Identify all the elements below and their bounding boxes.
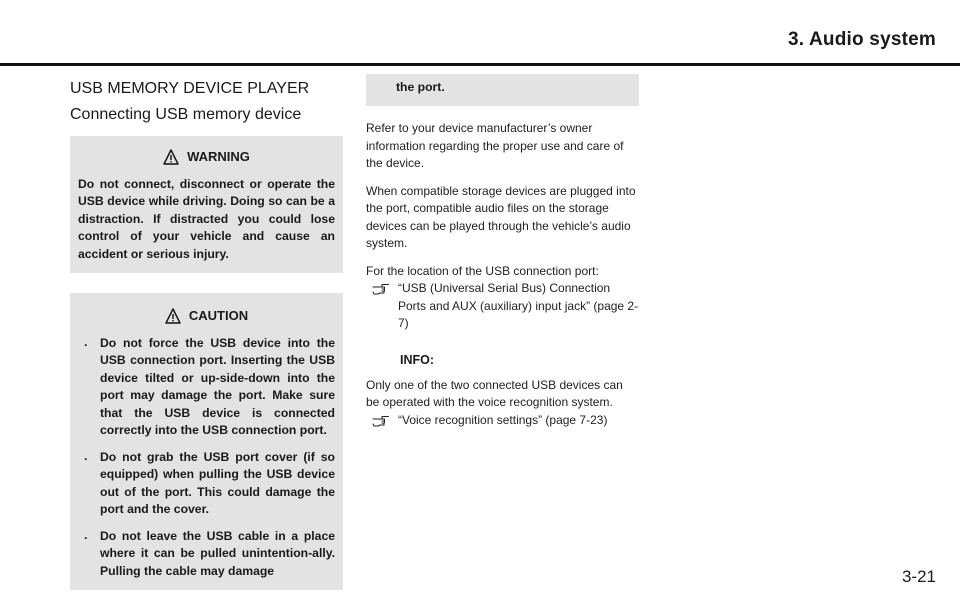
body-paragraph: For the location of the USB connection port: — [366, 263, 599, 278]
page-number: 3-21 — [901, 567, 936, 586]
info-heading: INFO: — [400, 352, 435, 367]
caution-triangle-icon — [165, 308, 181, 324]
caution-item: . Do not leave the USB cable in a place where it can be pulled unintention-ally. Pulling the cable may damage — [78, 528, 335, 581]
middle-column — [366, 74, 639, 429]
body-paragraph: Refer to your device manufacturer’s owner information regarding the proper use and care of the device. — [366, 121, 624, 170]
caution-heading — [78, 307, 335, 325]
cross-reference[interactable] — [366, 412, 639, 430]
body-paragraph: Only one of the two connected USB devices can be operated with the voice recognition system. — [366, 377, 623, 409]
pointing-hand-icon — [372, 282, 390, 295]
chapter-title: 3. Audio system — [787, 29, 936, 50]
warning-text: Do not connect, disconnect or operate the USB device while driving. Doing so can be a distraction. If distracted you could lose control of your vehicle and cause an accident or serious injury. — [78, 176, 335, 261]
caution-item: . Do not grab the USB port cover (if so equipped) when pulling the USB device out of the port. This could damage the port and the cover. — [78, 449, 335, 519]
caution-box — [70, 293, 343, 590]
caution-list — [78, 335, 335, 581]
caution-item: . Do not force the USB device into the USB connection port. Inserting the USB device tilted or up-side-down into the port may damage the port. Make sure that the USB device is connected correctly into the USB connection port. — [78, 335, 335, 440]
reference-text: “Voice recognition settings” (page 7-23) — [398, 412, 608, 427]
caution-label: CAUTION — [188, 308, 249, 323]
warning-heading — [78, 148, 335, 166]
section-title: USB MEMORY DEVICE PLAYER — [70, 80, 310, 97]
pointing-hand-icon — [372, 414, 390, 427]
subsection-title: Connecting USB memory device — [70, 106, 302, 123]
reference-text: “USB (Universal Serial Bus) Connection Ports and AUX (auxiliary) input jack” (page 2-7) — [398, 281, 639, 330]
warning-triangle-icon — [163, 149, 179, 165]
caution-continued: the port. — [366, 74, 639, 106]
header-divider — [0, 63, 960, 66]
left-column — [70, 74, 343, 590]
cross-reference[interactable] — [366, 280, 639, 333]
body-paragraph: When compatible storage devices are plugged into the port, compatible audio files on the storage devices can be played through the vehicle’s audio system. — [366, 183, 636, 250]
warning-box — [70, 136, 343, 273]
warning-label: WARNING — [187, 149, 250, 164]
